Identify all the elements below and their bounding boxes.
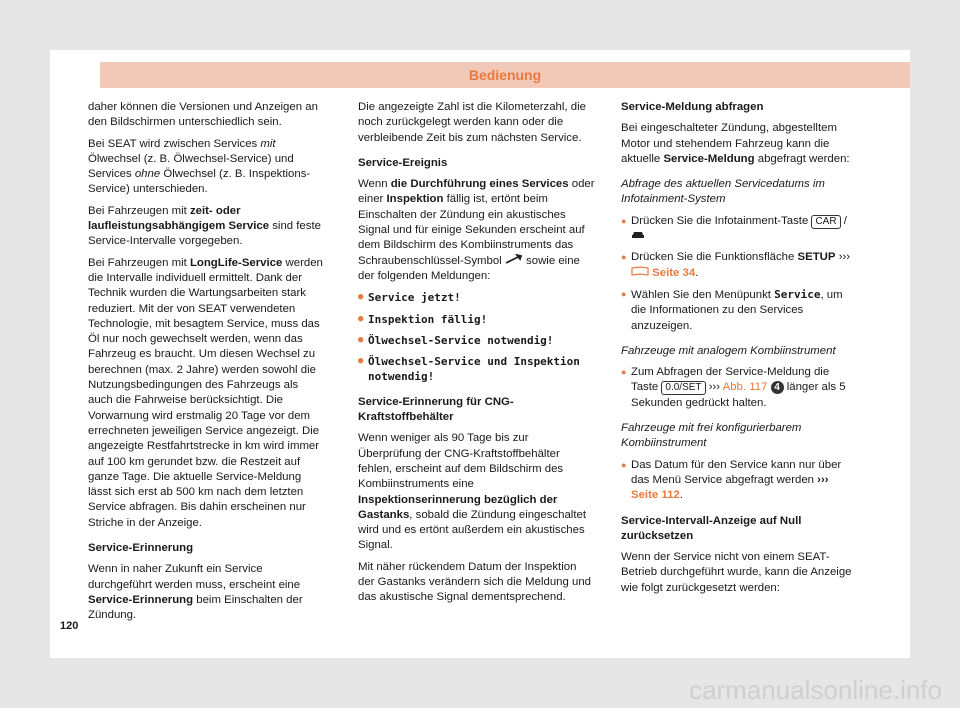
message-item: ● Service jetzt! [358,290,595,305]
paragraph: Wenn weniger als 90 Tage bis zur Überprüfung der CNG-Kraftstoffbehälter fehlen, erscheint auf dem Bildschirm des Kombiinstruments eine Inspektionserinnerung bezüglich der Gastanks, sobald die Zündung eingeschaltet wird und es ertönt außerdem ein akustisches Signal. [358,432,586,552]
heading-cng: Service-Erinnerung für CNG-Kraftstoffbehälter [358,395,514,424]
paragraph: Wenn der Service nicht von einem SEAT-Betrieb durchgeführt wurde, kann die Anzeige wie folgt zurückgesetzt werden: [621,551,852,594]
paragraph: Wenn in naher Zukunft ein Service durchgeführt werden muss, erscheint eine Service-Erinnerung beim Einschalten der Zündung. [88,563,303,622]
instruction-item: ● Zum Abfragen der Service-Meldung die Taste 0.0/SET ››› Abb. 117 4 länger als 5 Sekunden gedrückt halten. [621,365,858,411]
callout-number: 4 [771,381,784,394]
paragraph: Bei Fahrzeugen mit zeit- oder laufleistungsabhängigem Service sind feste Service-Intervalle vorgegeben. [88,204,321,248]
instruction-item: ● Das Datum für den Service kann nur über das Menü Service abgefragt werden ››› Seite 112. [621,458,858,504]
set-key: 0.0/SET [661,381,705,395]
subheading-analog: Fahrzeuge mit analogem Kombiinstrument [621,344,836,357]
message-item: ● Ölwechsel-Service und Inspektion notwendig! [358,354,595,385]
subheading-infotainment: Abfrage des aktuellen Servicedatums im Infotainment-System [621,178,825,206]
paragraph: Mit näher rückendem Datum der Inspektion der Gastanks verändern sich die Meldung und das akustische Signal dementsprechend. [358,560,592,604]
paragraph: Bei eingeschalteter Zündung, abgestelltem Motor und stehendem Fahrzeug kann die aktuelle Service-Meldung abgefragt werden: [621,122,850,165]
message-item: ● Inspektion fällig! [358,312,595,327]
message-item: ● Ölwechsel-Service notwendig! [358,333,595,348]
car-key: CAR [811,215,840,229]
car-icon [631,229,645,239]
instruction-item: ● Wählen Sie den Menüpunkt Service, um die Informationen zu den Services anzuzeigen. [621,287,858,334]
instruction-item: ● Drücken Sie die Funktionsfläche SETUP ››› Seite 34. [621,250,858,281]
paragraph: Wenn die Durchführung eines Services oder einer Inspektion fällig ist, ertönt beim Einschalten der Zündung ein akustisches Signal und für einige Sekunden erscheint auf dem Bildschirm des Kombiinstruments das Schraubenschlüssel-Symbol sowie eine der folgenden Meldungen: [358,178,595,282]
paragraph: daher können die Versionen und Anzeigen an den Bildschirmen unterschiedlich sein. [88,101,318,129]
heading-service-erinnerung: Service-Erinnerung [88,542,194,555]
section-header [100,62,910,88]
watermark: carmanualsonline.info [689,675,942,705]
subheading-konfigurierbar: Fahrzeuge mit frei konfigurierbarem Kombiinstrument [621,422,802,450]
instruction-item: ● Drücken Sie die Infotainment-Taste CAR / [621,214,858,245]
book-icon [631,266,649,276]
page-number: 120 [60,620,79,632]
heading-service-ereignis: Service-Ereignis [358,156,448,169]
column-1 [88,100,325,630]
wrench-icon [505,254,523,264]
paragraph: Bei Fahrzeugen mit LongLife-Service werden die Intervalle individuell ermittelt. Dank der Technik wurden die Wartungsarbeiten stark reduziert. Mit der von SEAT verwendeten Technologie, mit besagtem Service, muss das Öl nur noch gewechselt werden, wenn das Fahrzeug es braucht. Um diesen Wechsel zu berechnen (max. 2 Jahre) werden sowohl die Nutzungsbedingungen des Fahrzeugs als auch die Fahrweise berücksichtigt. Die Vorwarnung wird erstmalig 20 Tage vor dem errechneten jeweiligen Service angezeigt. Die angezeigte Restfahrtstrecke in km wird immer auf 100 km gerundet bzw. die Restzeit auf ganze Tage. Die aktuelle Service-Meldung lässt sich erst ab 500 km nach dem letzten Service abfragen. Bis dahin erscheinen nur Striche in der Anzeige. [88,256,323,529]
section-title: Bedienung [468,67,542,83]
paragraph: Bei SEAT wird zwischen Services mit Ölwechsel (z. B. Ölwechsel-Service) und Services ohne Ölwechsel (z. B. Inspektions-Service) unterschieden. [88,137,311,196]
paragraph: Die angezeigte Zahl ist die Kilometerzahl, die noch zurückgelegt werden kann oder die verbleibende Zeit bis zum nächsten Service. [358,101,586,144]
column-3 [621,100,858,602]
manual-page [50,50,910,658]
heading-reset: Service-Intervall-Anzeige auf Null zurücksetzen [621,514,802,542]
column-2 [358,100,595,612]
heading-service-meldung: Service-Meldung abfragen [621,101,764,113]
